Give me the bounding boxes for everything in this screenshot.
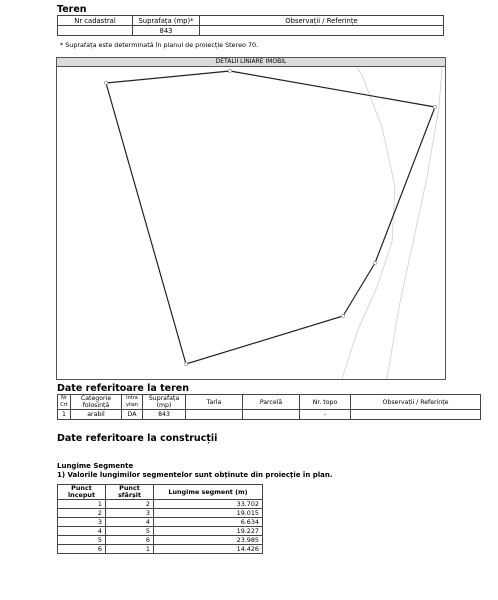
cell-intravilan: DA [122, 410, 143, 420]
cell-categorie: arabil [71, 410, 122, 420]
cell-nr-crt: 1 [58, 410, 71, 420]
cell-lungime: 23.985 [154, 536, 263, 545]
header-suprafata: Suprafața (mp)* [133, 16, 200, 26]
table-header-row [58, 485, 263, 500]
cell-punct-inceput: 4 [58, 527, 106, 536]
header-categorie: Categorie folosință [71, 395, 122, 410]
header-suprafata: Suprafața (mp) [143, 395, 186, 410]
cell-punct-inceput: 3 [58, 518, 106, 527]
table-row [58, 527, 263, 536]
cell-punct-inceput: 5 [58, 536, 106, 545]
cell-lungime: 19.015 [154, 509, 263, 518]
table-header-row [58, 16, 444, 26]
vertex-marker [433, 105, 436, 108]
parcel-boundary [106, 71, 435, 364]
cell-punct-sfarsit: 1 [106, 545, 154, 554]
date-teren-table [57, 394, 481, 420]
cell-tarla [186, 410, 243, 420]
plan-svg [57, 67, 445, 379]
cell-nr-topo: - [300, 410, 351, 420]
vertex-marker [228, 69, 231, 72]
plan-title: DETALII LINIARE IMOBIL [56, 57, 446, 66]
header-lungime: Lungime segment (m) [154, 485, 263, 500]
header-punct-sfarsit: Punct sfârșit [106, 485, 154, 500]
vertex-marker [104, 81, 107, 84]
vertex-marker [341, 314, 344, 317]
header-nr-crt: Nr Crt [58, 395, 71, 410]
neighbour-line [342, 67, 395, 379]
segmente-title: Lungime Segmente [57, 462, 134, 470]
cell-observatii [351, 410, 481, 420]
vertex-marker [373, 261, 376, 264]
header-tarla: Tarla [186, 395, 243, 410]
table-row [58, 410, 481, 420]
plan-drawing [56, 66, 446, 380]
table-row [58, 26, 444, 36]
cell-punct-sfarsit: 6 [106, 536, 154, 545]
neighbour-line [387, 67, 442, 379]
date-constructii-title: Date referitoare la construcții [57, 433, 218, 444]
table-row [58, 536, 263, 545]
cell-punct-inceput: 2 [58, 509, 106, 518]
date-teren-title: Date referitoare la teren [57, 383, 189, 394]
cell-suprafata: 843 [133, 26, 200, 36]
cell-nr-cadastral [58, 26, 133, 36]
header-punct-inceput: Punct început [58, 485, 106, 500]
header-nr-cadastral: Nr cadastral [58, 16, 133, 26]
segmente-table [57, 484, 263, 554]
cell-parcela [243, 410, 300, 420]
table-header-row [58, 395, 481, 410]
teren-table [57, 15, 444, 36]
cell-lungime: 33.702 [154, 500, 263, 509]
cell-lungime: 6.634 [154, 518, 263, 527]
table-row [58, 500, 263, 509]
table-row [58, 545, 263, 554]
segmente-subtitle: 1) Valorile lungimilor segmentelor sunt obținute din proiecție în plan. [57, 471, 333, 479]
header-intravilan: Intra vilan [122, 395, 143, 410]
cell-suprafata: 843 [143, 410, 186, 420]
cell-lungime: 14.426 [154, 545, 263, 554]
teren-note: * Suprafața este determinată în planul de proiecție Stereo 70. [60, 41, 259, 49]
header-nr-topo: Nr. topo [300, 395, 351, 410]
cell-punct-sfarsit: 2 [106, 500, 154, 509]
teren-title: Teren [57, 4, 87, 15]
cell-punct-inceput: 1 [58, 500, 106, 509]
header-parcela: Parcelă [243, 395, 300, 410]
cell-observatii [200, 26, 444, 36]
table-row [58, 509, 263, 518]
cell-lungime: 19.227 [154, 527, 263, 536]
cell-punct-sfarsit: 5 [106, 527, 154, 536]
header-observatii: Observații / Referințe [200, 16, 444, 26]
cell-punct-sfarsit: 4 [106, 518, 154, 527]
table-row [58, 518, 263, 527]
vertex-marker [184, 362, 187, 365]
cell-punct-sfarsit: 3 [106, 509, 154, 518]
cell-punct-inceput: 6 [58, 545, 106, 554]
header-observatii: Observații / Referințe [351, 395, 481, 410]
